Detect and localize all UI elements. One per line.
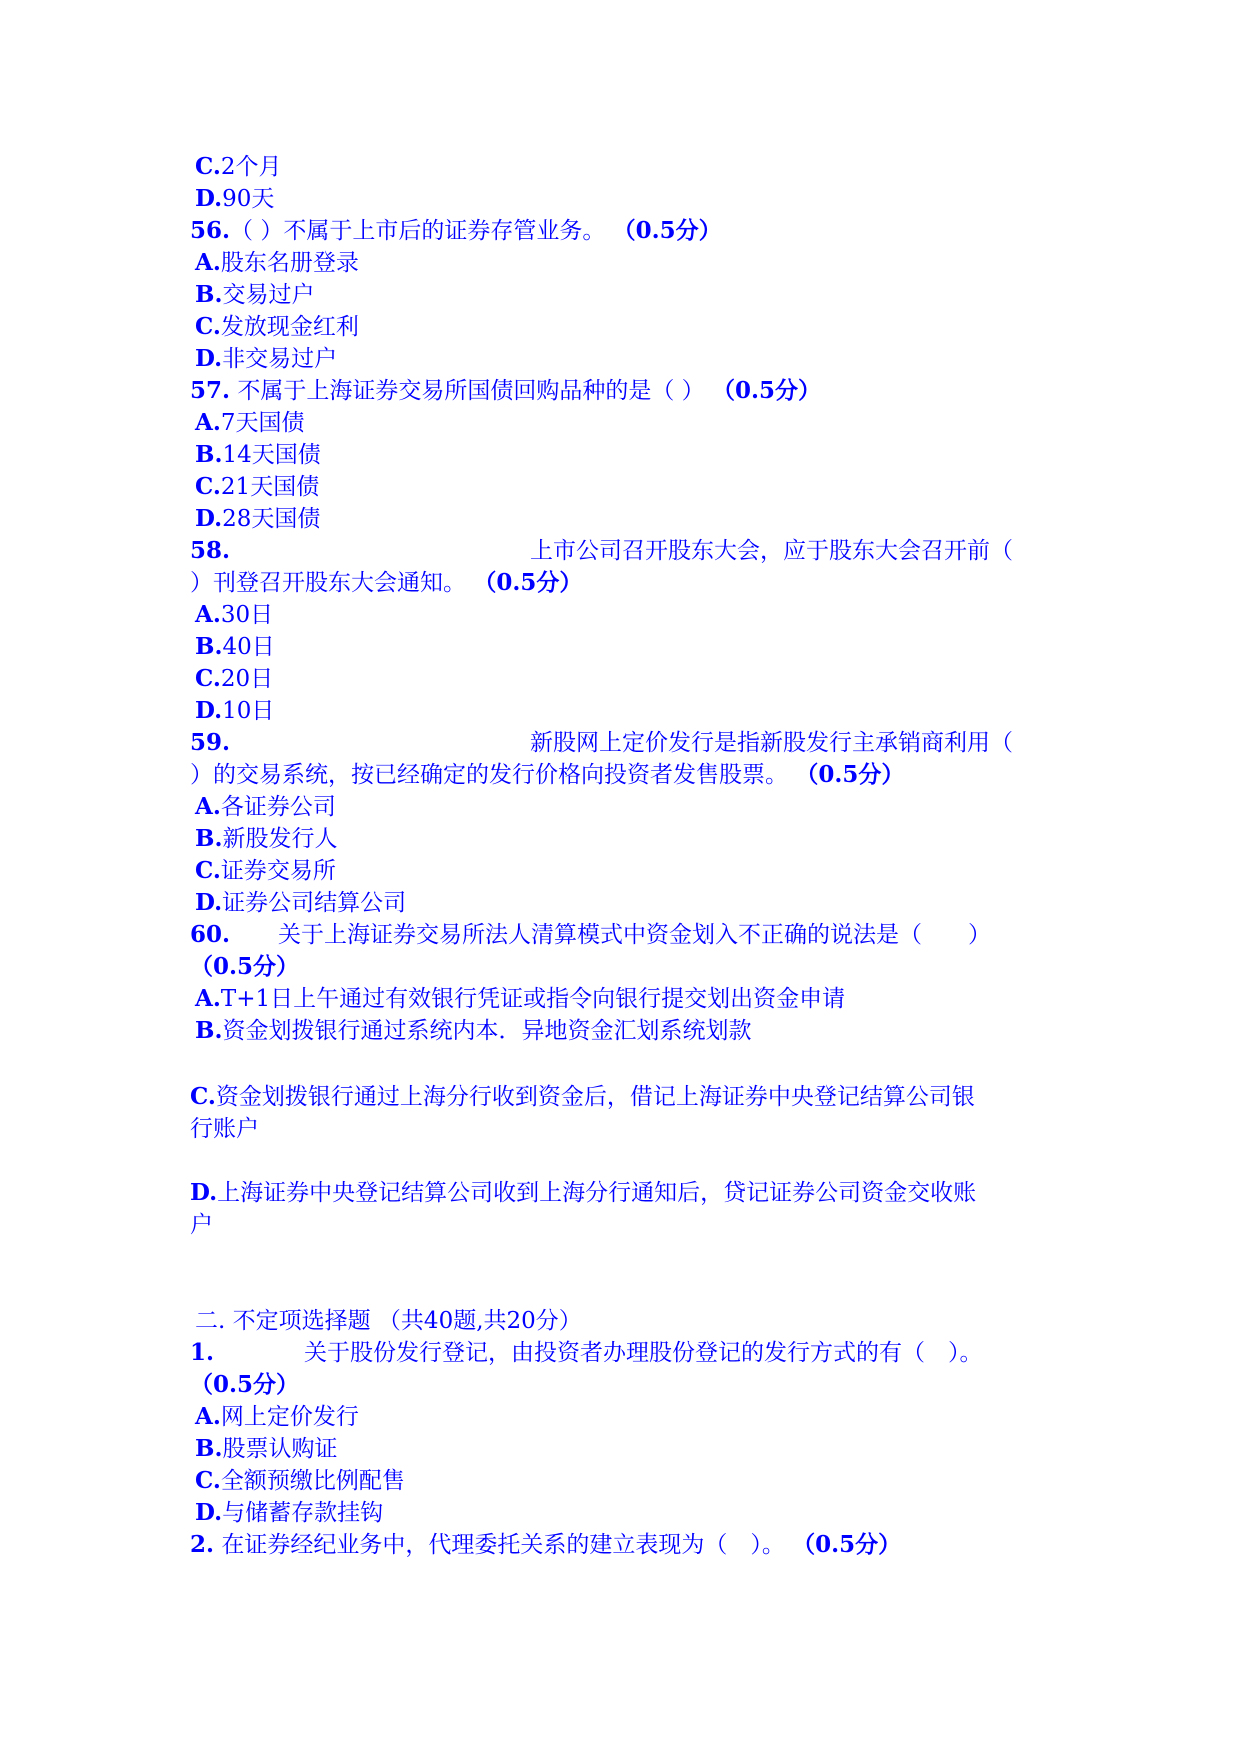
option-key: C. [195, 153, 221, 180]
option-text: 14天国债 [222, 442, 321, 468]
s2q1-question-line1 [190, 1338, 1060, 1368]
option-key: C. [195, 1467, 221, 1494]
section-heading-text: 二. 不定项选择题 （共40题,共20分） [195, 1308, 582, 1334]
option-key: A. [195, 793, 221, 820]
option-key: A. [195, 985, 221, 1012]
question-number: 1. [190, 1339, 215, 1366]
option-key: A. [195, 249, 221, 276]
q57-option-d [195, 504, 1065, 534]
option-key: B. [195, 441, 223, 468]
q56-option-d [195, 344, 1065, 374]
option-key: A. [195, 1403, 221, 1430]
q59-option-d [195, 888, 1065, 918]
option-text: T+1日上午通过有效银行凭证或指令向银行提交划出资金申请 [220, 986, 846, 1012]
option-text: 资金划拨银行通过系统内本．异地资金汇划系统划款 [222, 1018, 752, 1044]
q59-option-a [195, 792, 1065, 822]
option-key: D. [195, 345, 223, 372]
q59-question-line1 [190, 728, 1060, 758]
option-text: 40日 [222, 634, 275, 660]
q55-option-c [195, 152, 1065, 182]
question-text: 上市公司召开股东大会，应于股东大会召开前（ [530, 538, 1014, 564]
option-text: 证券公司结算公司 [222, 890, 407, 916]
option-text: 交易过户 [222, 282, 315, 308]
q56-option-c [195, 312, 1065, 342]
q59-option-c [195, 856, 1065, 886]
option-text: 股票认购证 [222, 1436, 338, 1462]
option-key: B. [195, 825, 223, 852]
q59-option-b [195, 824, 1065, 854]
s2q2-question [190, 1530, 1060, 1560]
option-key: C. [190, 1083, 216, 1110]
question-number: 58. [190, 537, 231, 564]
q60-option-d-line1 [190, 1178, 1060, 1208]
question-number: 60. [190, 921, 231, 948]
s2q1-option-c [195, 1466, 1065, 1496]
q58-option-b [195, 632, 1065, 662]
option-key: A. [195, 601, 221, 628]
s2q1-question-line2 [190, 1370, 1060, 1400]
q55-option-d [195, 184, 1065, 214]
option-text: 非交易过户 [222, 346, 338, 372]
option-key: D. [195, 697, 223, 724]
option-text: 新股发行人 [222, 826, 338, 852]
q58-option-a [195, 600, 1065, 630]
option-text: 21天国债 [220, 474, 320, 500]
option-text: 网上定价发行 [220, 1404, 359, 1430]
option-text: 7天国债 [220, 410, 305, 436]
q59-question-line2 [190, 760, 1060, 790]
option-key: B. [195, 1017, 223, 1044]
q56-option-b [195, 280, 1065, 310]
option-text: 股东名册登录 [220, 250, 359, 276]
option-key: D. [195, 505, 223, 532]
option-key: D. [190, 1179, 218, 1206]
question-text: （ ）不属于上市后的证券存管业务。 [230, 218, 606, 244]
question-text-end: ） [968, 922, 992, 948]
option-key: C. [195, 665, 221, 692]
question-score: （0.5分） [795, 761, 905, 788]
q56-option-a [195, 248, 1065, 278]
q58-question-line1 [190, 536, 1060, 566]
option-key: C. [195, 857, 221, 884]
s2q1-option-a [195, 1402, 1065, 1432]
option-text: 户 [190, 1212, 213, 1238]
option-text: 各证券公司 [220, 794, 336, 820]
q60-question-line1 [190, 920, 1060, 950]
option-text: 10日 [222, 698, 275, 724]
question-score: （0.5分） [711, 377, 821, 404]
q60-option-c-line1 [190, 1082, 1060, 1112]
q58-option-d [195, 696, 1065, 726]
section-heading [195, 1306, 1065, 1336]
question-number: 57. [190, 377, 231, 404]
q58-question-line2 [190, 568, 1060, 598]
question-text: 新股网上定价发行是指新股发行主承销商利用（ [530, 730, 1014, 756]
option-key: B. [195, 281, 223, 308]
option-text: 20日 [220, 666, 274, 692]
option-text: 90天 [222, 186, 275, 212]
option-key: D. [195, 185, 223, 212]
question-number: 2. [190, 1531, 215, 1558]
option-text: 与储蓄存款挂钩 [222, 1500, 384, 1526]
q60-option-c-line2 [190, 1114, 1060, 1144]
q60-option-d-line2 [190, 1210, 1060, 1240]
question-text: 关于股份发行登记，由投资者办理股份登记的发行方式的有（ ）。 [304, 1340, 983, 1366]
option-key: B. [195, 633, 223, 660]
option-text: 资金划拨银行通过上海分行收到资金后，借记上海证券中央登记结算公司银 [215, 1084, 975, 1110]
question-text: 不属于上海证券交易所国债回购品种的是（ ） [237, 378, 705, 404]
q57-option-b [195, 440, 1065, 470]
option-text: 上海证券中央登记结算公司收到上海分行通知后，贷记证券公司资金交收账 [217, 1180, 977, 1206]
question-score: （0.5分） [792, 1531, 902, 1558]
question-text: ）的交易系统，按已经确定的发行价格向投资者发售股票。 [190, 762, 788, 788]
q56-question [190, 216, 1060, 246]
q60-question-line2 [190, 952, 1060, 982]
question-text: 关于上海证券交易所法人清算模式中资金划入不正确的说法是（ [278, 922, 923, 948]
q60-option-b [195, 1016, 1065, 1046]
q58-option-c [195, 664, 1065, 694]
question-text: 在证券经纪业务中，代理委托关系的建立表现为（ ）。 [221, 1532, 785, 1558]
q57-option-a [195, 408, 1065, 438]
option-key: C. [195, 313, 221, 340]
option-key: B. [195, 1435, 223, 1462]
question-score: （0.5分） [190, 953, 300, 980]
question-score: （0.5分） [190, 1371, 300, 1398]
question-text: ）刊登召开股东大会通知。 [190, 570, 466, 596]
s2q1-option-d [195, 1498, 1065, 1528]
option-text: 证券交易所 [220, 858, 336, 884]
q57-question [190, 376, 1060, 406]
question-number: 56. [190, 217, 231, 244]
q57-option-c [195, 472, 1065, 502]
question-number: 59. [190, 729, 231, 756]
option-key: D. [195, 889, 223, 916]
s2q1-option-b [195, 1434, 1065, 1464]
option-text: 发放现金红利 [220, 314, 359, 340]
option-text: 28天国债 [222, 506, 321, 532]
option-text: 全额预缴比例配售 [220, 1468, 405, 1494]
option-key: C. [195, 473, 221, 500]
option-text: 2个月 [220, 154, 282, 180]
option-text: 30日 [220, 602, 274, 628]
question-score: （0.5分） [473, 569, 583, 596]
option-key: A. [195, 409, 221, 436]
option-key: D. [195, 1499, 223, 1526]
question-score: （0.5分） [612, 217, 722, 244]
option-text: 行账户 [190, 1116, 259, 1142]
q60-option-a [195, 984, 1065, 1014]
